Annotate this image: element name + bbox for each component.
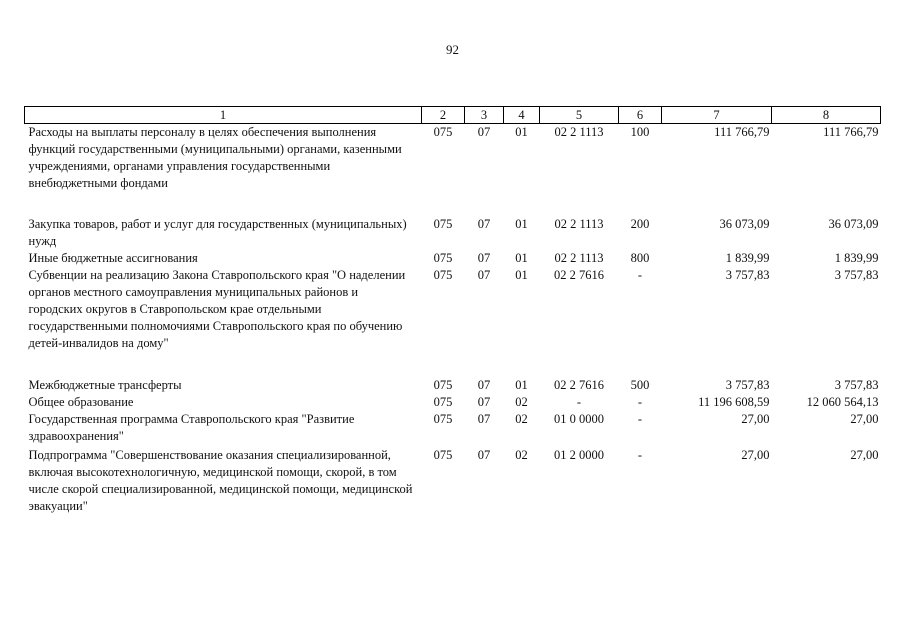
admin-code: 075 — [433, 125, 453, 139]
amount-col7: 3 757,83 — [725, 378, 770, 392]
section-code: 07 — [477, 251, 491, 265]
admin-code: 075 — [433, 448, 453, 462]
subsection-code: 02 — [515, 448, 528, 462]
column-header-4: 4 — [504, 107, 540, 124]
expense-type-code: - — [637, 448, 643, 462]
table-row — [25, 124, 881, 217]
subsection-code: 02 — [515, 395, 528, 409]
row-name: Закупка товаров, работ и услуг для государственных (муниципальных) нужд — [28, 217, 407, 248]
column-header-7: 7 — [662, 107, 772, 124]
expense-type-code: - — [637, 268, 643, 282]
section-code: 07 — [477, 448, 491, 462]
amount-col8: 27,00 — [850, 448, 879, 462]
subsection-code: 01 — [515, 217, 528, 231]
amount-col8: 36 073,09 — [828, 217, 879, 231]
section-code: 07 — [477, 412, 491, 426]
admin-code: 075 — [433, 395, 453, 409]
row-name: Общее образование — [28, 395, 134, 409]
amount-col7: 3 757,83 — [725, 268, 770, 282]
subsection-code: 01 — [515, 378, 528, 392]
row-name: Иные бюджетные ассигнования — [28, 251, 198, 265]
target-article-code: 02 2 7616 — [554, 378, 604, 392]
column-header-6: 6 — [619, 107, 662, 124]
section-code: 07 — [477, 378, 491, 392]
amount-col7: 1 839,99 — [725, 251, 770, 265]
admin-code: 075 — [433, 217, 453, 231]
target-article-code: 02 2 7616 — [554, 268, 604, 282]
amount-col8: 3 757,83 — [834, 268, 879, 282]
table-row — [25, 394, 881, 411]
budget-table — [24, 106, 881, 537]
target-article-code: 02 2 1113 — [554, 125, 604, 139]
expense-type-code: 500 — [630, 378, 650, 392]
column-header-5: 5 — [540, 107, 619, 124]
row-name: Межбюджетные трансферты — [28, 378, 182, 392]
expense-type-code: - — [637, 395, 643, 409]
subsection-code: 01 — [515, 125, 528, 139]
amount-col7: 111 766,79 — [714, 125, 770, 139]
admin-code: 075 — [433, 268, 453, 282]
column-header-3: 3 — [465, 107, 504, 124]
table-row — [25, 377, 881, 394]
column-header-8: 8 — [772, 107, 881, 124]
section-code: 07 — [477, 395, 491, 409]
amount-col8: 3 757,83 — [834, 378, 879, 392]
page-number: 92 — [446, 42, 459, 57]
admin-code: 075 — [433, 378, 453, 392]
target-article-code: 01 2 0000 — [554, 448, 604, 462]
amount-col8: 1 839,99 — [834, 251, 879, 265]
expense-type-code: 100 — [630, 125, 650, 139]
table-row — [25, 216, 881, 250]
amount-col8: 27,00 — [850, 412, 879, 426]
amount-col7: 11 196 608,59 — [698, 395, 770, 409]
subsection-code: 02 — [515, 412, 528, 426]
row-name: Подпрограмма "Совершенствование оказания специализированной, включая высокотехнологичную, медицинской помощи, скорой, в том числе скорой специализированной, медицинской помощи, медицинской эвакуации" — [28, 448, 413, 513]
expense-type-code: 200 — [630, 217, 650, 231]
subsection-code: 01 — [515, 251, 528, 265]
subsection-code: 01 — [515, 268, 528, 282]
column-header-2: 2 — [422, 107, 465, 124]
target-article-code: 02 2 1113 — [554, 251, 604, 265]
expense-type-code: - — [637, 412, 643, 426]
table-row — [25, 447, 881, 537]
admin-code: 075 — [433, 251, 453, 265]
row-name: Расходы на выплаты персоналу в целях обеспечения выполнения функций государственными (муниципальными) органами, казенными учреждениями, органами управления государственными внебюджетными фондами — [28, 125, 402, 190]
amount-col8: 111 766,79 — [823, 125, 879, 139]
admin-code: 075 — [433, 412, 453, 426]
table-row — [25, 411, 881, 447]
table-header-row — [25, 107, 881, 124]
amount-col8: 12 060 564,13 — [806, 395, 879, 409]
row-name: Субвенции на реализацию Закона Ставропольского края "О наделении органов местного самоуправления муниципальных районов и городских округов в Ставропольском крае отдельными государственными полномочиями Ставропольского края по обучению детей-инвалидов на дому" — [28, 268, 406, 350]
target-article-code: 02 2 1113 — [554, 217, 604, 231]
amount-col7: 36 073,09 — [719, 217, 770, 231]
section-code: 07 — [477, 125, 491, 139]
row-name: Государственная программа Ставропольского края "Развитие здравоохранения" — [28, 412, 355, 443]
column-header-1: 1 — [25, 107, 422, 124]
amount-col7: 27,00 — [741, 412, 770, 426]
table-row — [25, 267, 881, 377]
target-article-code: 01 0 0000 — [554, 412, 604, 426]
section-code: 07 — [477, 217, 491, 231]
section-code: 07 — [477, 268, 491, 282]
expense-type-code: 800 — [630, 251, 650, 265]
target-article-code: - — [576, 395, 582, 409]
amount-col7: 27,00 — [741, 448, 770, 462]
table-row — [25, 250, 881, 267]
